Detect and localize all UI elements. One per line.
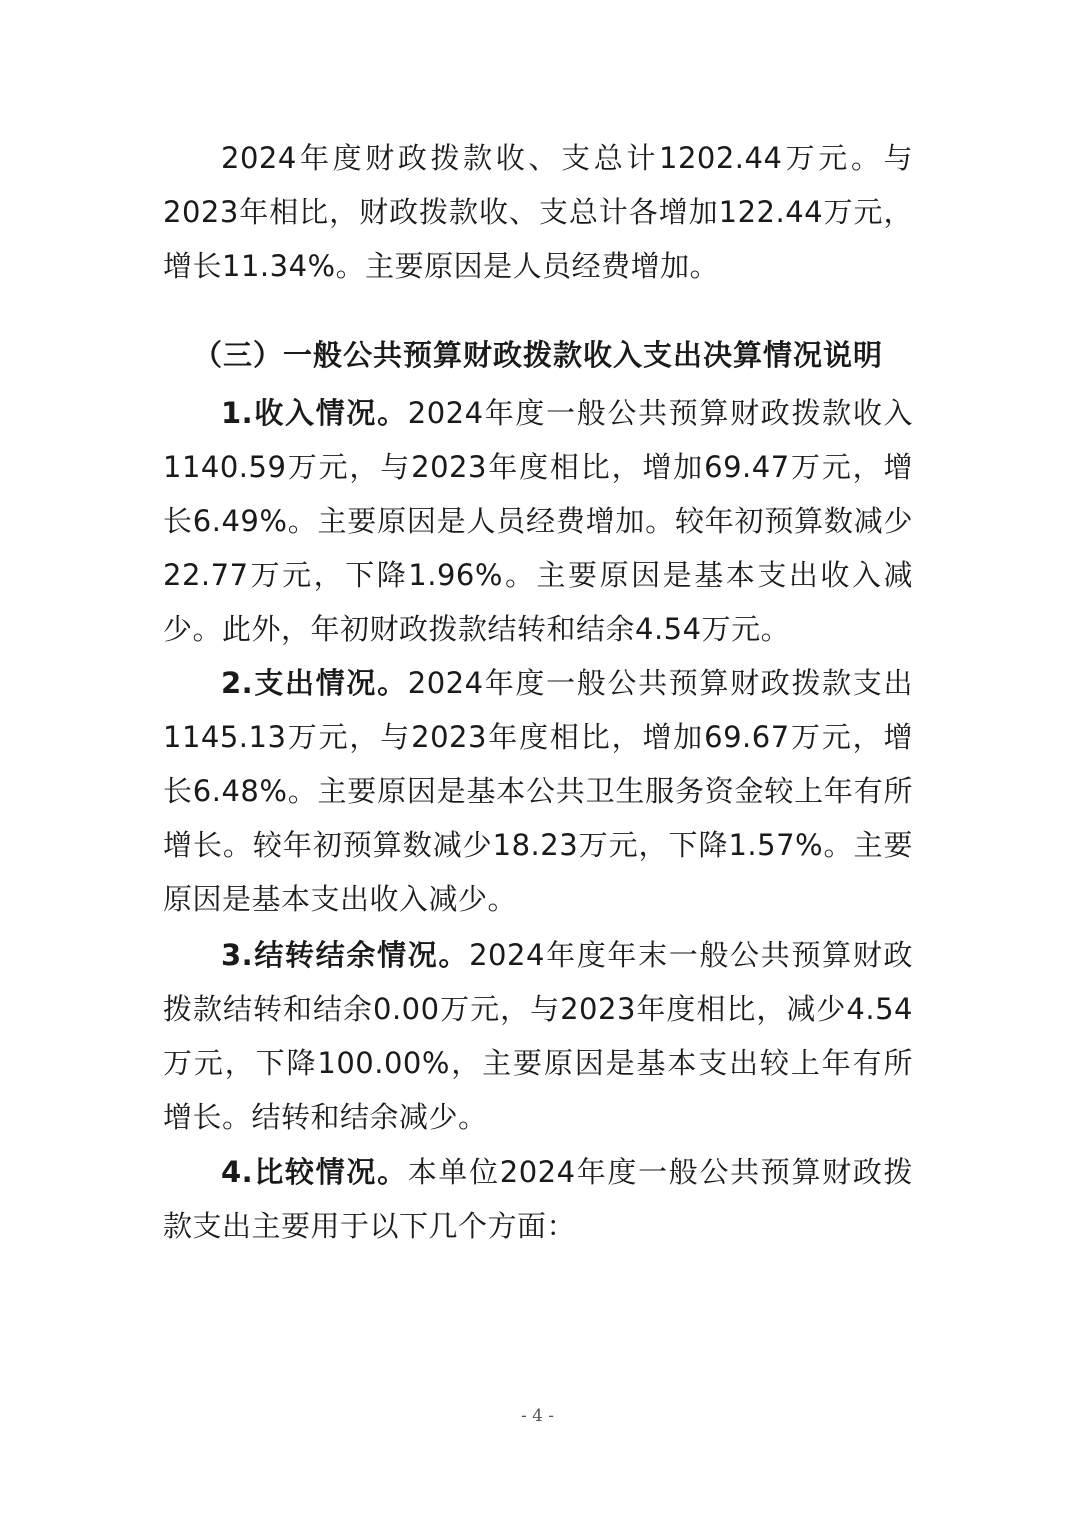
expense-section xyxy=(163,656,913,926)
income-body: 2024年度一般公共预算财政拨款收入1140.59万元，与2023年度相比，增加69.47万元，增长6.49%。主要原因是人员经费增加。较年初预算数减少22.77万元，下降1.96%。主要原因是基本支出收入减少。此外，年初财政拨款结转和结余4.54万元。 xyxy=(163,396,913,646)
carryover-body: 2024年度年末一般公共预算财政拨款结转和结余0.00万元，与2023年度相比，减少4.54万元，下降100.00%，主要原因是基本支出较上年有所增长。结转和结余减少。 xyxy=(163,938,913,1134)
income-section xyxy=(163,386,913,656)
compare-paragraph xyxy=(163,1145,913,1253)
expense-paragraph xyxy=(163,656,913,926)
income-paragraph xyxy=(163,386,913,656)
carryover-section xyxy=(163,928,913,1144)
compare-section xyxy=(163,1145,913,1253)
expense-body: 2024年度一般公共预算财政拨款支出1145.13万元，与2023年度相比，增加69.67万元，增长6.48%。主要原因是基本公共卫生服务资金较上年有所增长。较年初预算数减少18.23万元，下降1.57%。主要原因是基本支出收入减少。 xyxy=(163,666,913,916)
compare-lead: 4.比较情况。 xyxy=(221,1155,408,1189)
carryover-paragraph xyxy=(163,928,913,1144)
page-number: - 4 - xyxy=(520,1406,555,1426)
section-heading: （三）一般公共预算财政拨款收入支出决算情况说明 xyxy=(192,338,883,372)
income-lead: 1.收入情况。 xyxy=(221,396,408,430)
intro-section xyxy=(163,131,913,293)
expense-lead: 2.支出情况。 xyxy=(221,666,408,700)
intro-paragraph: 2024年度财政拨款收、支总计1202.44万元。与2023年相比，财政拨款收、支总计各增加122.44万元，增长11.34%。主要原因是人员经费增加。 xyxy=(163,141,913,283)
carryover-lead: 3.结转结余情况。 xyxy=(221,938,470,972)
compare-body: 本单位2024年度一般公共预算财政拨款支出主要用于以下几个方面： xyxy=(163,1155,913,1243)
